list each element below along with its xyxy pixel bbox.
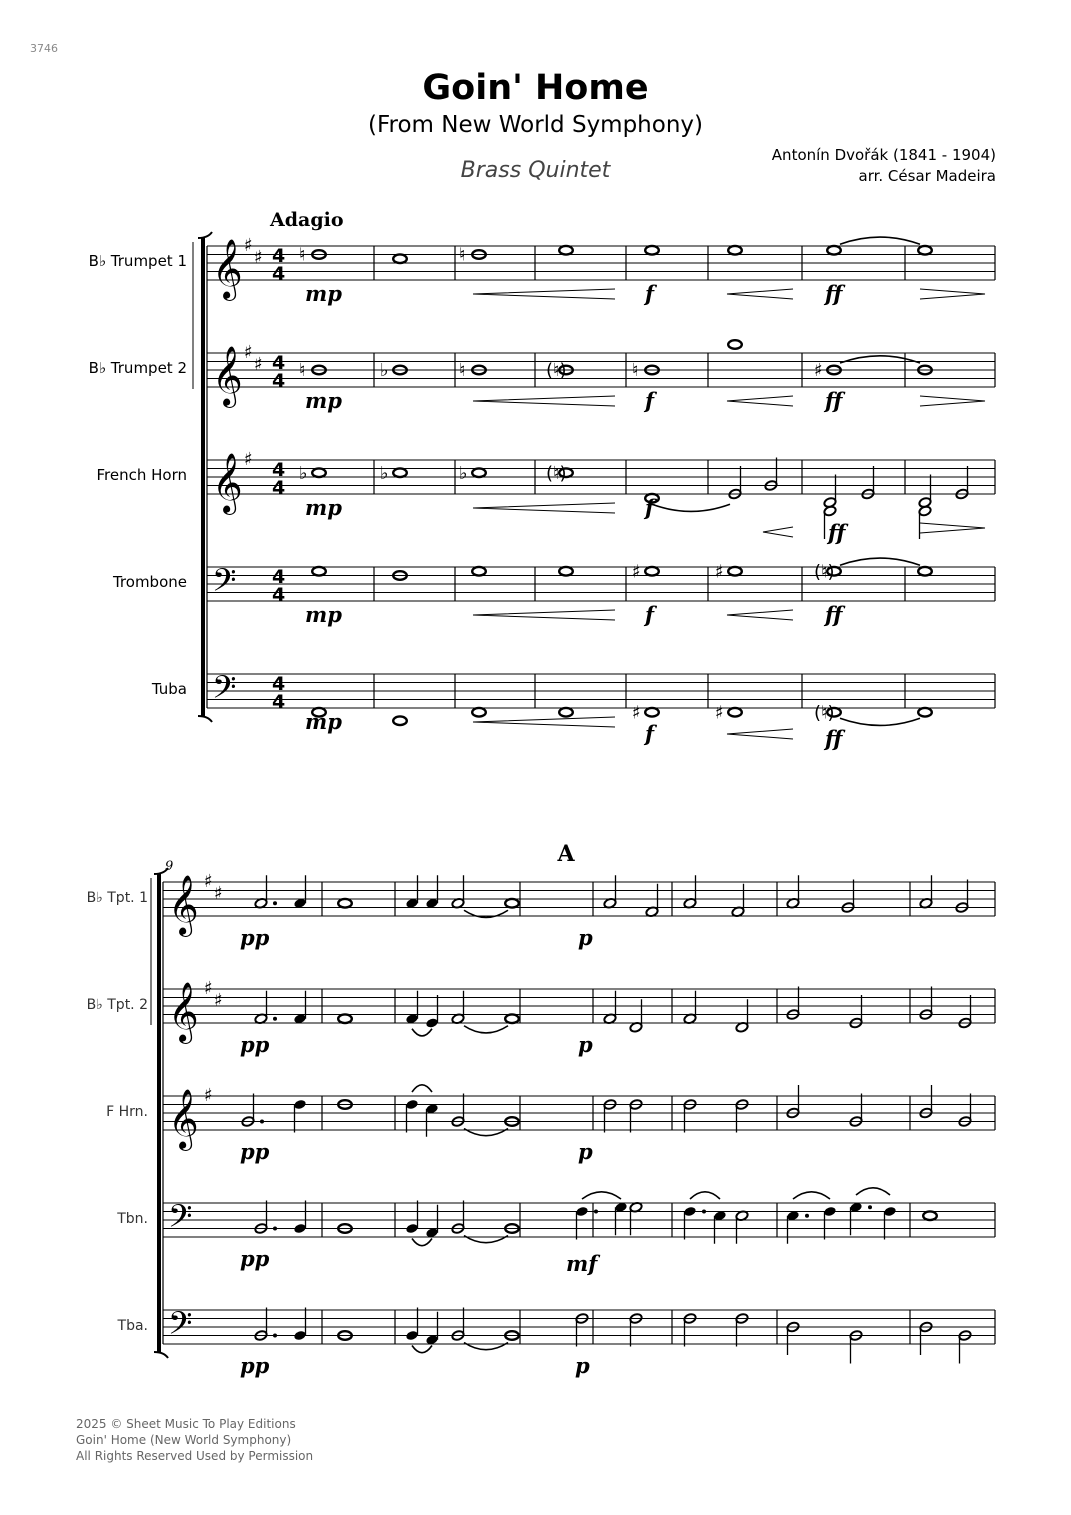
accidental: ♮	[459, 244, 466, 266]
tie	[840, 237, 920, 244]
key-signature-sharp: ♯	[254, 247, 263, 268]
decrescendo-hairpin	[920, 523, 985, 533]
tie	[690, 1192, 720, 1199]
tie	[412, 1239, 432, 1246]
instrument-label: French Horn	[96, 466, 187, 484]
instrument-label: Tuba	[151, 680, 187, 698]
whole-note	[923, 1211, 937, 1220]
composer-credit: Antonín Dvořák (1841 - 1904)	[771, 146, 996, 164]
accidental: (♮)	[546, 360, 567, 381]
bass-clef: 𝄢	[212, 669, 237, 713]
time-signature-bottom: 4	[272, 370, 286, 392]
accidental: ♮	[299, 360, 306, 381]
time-signature-bottom: 4	[272, 477, 286, 499]
accidental: ♭	[380, 360, 389, 381]
tempo-marking: Adagio	[270, 209, 344, 231]
system-1	[89, 209, 995, 751]
dynamic-mark: f	[645, 388, 655, 413]
time-signature-bottom: 4	[272, 691, 286, 713]
dynamic-mark: ff	[828, 520, 846, 545]
footer-copyright: 2025 © Sheet Music To Play Editions	[76, 1417, 296, 1431]
half-note	[823, 505, 837, 516]
crescendo-hairpin	[727, 729, 793, 739]
key-signature-sharp: ♯	[214, 990, 223, 1011]
accidental: ♯	[814, 360, 823, 381]
dynamic-mark: mf	[566, 1251, 598, 1276]
system-2	[87, 841, 995, 1378]
dynamic-mark: p	[578, 1139, 593, 1164]
dynamic-mark: mp	[305, 602, 342, 627]
whole-note	[827, 246, 841, 255]
dynamic-mark: ff	[825, 388, 843, 413]
accidental: ♭	[380, 462, 389, 484]
crescendo-hairpin	[473, 717, 615, 727]
whole-note	[918, 567, 932, 576]
instrument-label: B♭ Tpt. 2	[86, 997, 148, 1013]
tie	[412, 1029, 432, 1036]
crescendo-hairpin	[727, 610, 793, 620]
time-signature-top: 4	[272, 566, 286, 588]
accidental: ♭	[459, 462, 468, 484]
dynamic-mark: ff	[825, 281, 843, 306]
key-signature-sharp: ♯	[204, 978, 213, 999]
tie	[840, 718, 920, 725]
instrument-label: Tba.	[117, 1318, 148, 1334]
whole-note	[728, 708, 742, 717]
time-signature-bottom: 4	[272, 584, 286, 606]
accidental: (♮)	[814, 702, 835, 724]
rehearsal-mark: A	[557, 841, 575, 867]
accidental: ♮	[632, 360, 639, 381]
page-number: 3746	[30, 42, 58, 55]
treble-clef: 𝄞	[212, 453, 243, 513]
crescendo-hairpin	[473, 289, 615, 299]
augmentation-dot	[273, 901, 277, 905]
time-signature-bottom: 4	[272, 263, 286, 285]
quarter-note	[575, 1206, 589, 1217]
quarter-note	[405, 1330, 419, 1341]
treble-clef: 𝄞	[168, 982, 199, 1042]
half-note	[918, 505, 932, 516]
dynamic-mark: ff	[825, 726, 843, 751]
augmentation-dot	[273, 1334, 277, 1338]
dynamic-mark: pp	[240, 1032, 270, 1057]
accidental: ♯	[715, 561, 724, 583]
key-signature-sharp: ♯	[204, 1085, 213, 1106]
crescendo-hairpin	[473, 610, 615, 620]
tie	[856, 1188, 890, 1195]
crescendo-hairpin	[727, 289, 793, 299]
key-signature-sharp: ♯	[244, 449, 253, 470]
instrument-label: Trombone	[112, 573, 187, 591]
dynamic-mark: mp	[305, 388, 342, 413]
instrument-label: Tbn.	[117, 1211, 148, 1227]
dynamic-mark: p	[578, 925, 593, 950]
treble-clef: 𝄞	[168, 875, 199, 935]
key-signature-sharp: ♯	[214, 883, 223, 904]
tie	[652, 504, 730, 511]
dynamic-mark: pp	[240, 1353, 270, 1378]
piece-subtitle: (From New World Symphony)	[368, 112, 703, 138]
dynamic-mark: f	[645, 281, 655, 306]
quarter-note	[405, 1099, 419, 1110]
tie	[412, 1085, 432, 1092]
quarter-note	[883, 1206, 897, 1217]
key-signature-sharp: ♯	[204, 871, 213, 892]
augmentation-dot	[273, 1017, 277, 1021]
time-signature-top: 4	[272, 245, 286, 267]
bracket-hook	[154, 1352, 168, 1358]
measure-number: 9	[165, 859, 174, 874]
footer-rights: All Rights Reserved Used by Permission	[76, 1449, 314, 1463]
whole-note	[312, 567, 326, 576]
time-signature-top: 4	[272, 352, 286, 374]
whole-note	[559, 567, 573, 576]
bracket-hook	[198, 232, 212, 238]
treble-clef: 𝄞	[212, 239, 243, 299]
instrument-label: B♭ Tpt. 1	[86, 890, 148, 906]
accidental: ♯	[632, 561, 641, 583]
accidental: (♮)	[546, 462, 567, 484]
whole-note	[393, 716, 407, 725]
whole-note	[505, 1014, 519, 1023]
whole-note	[918, 708, 932, 717]
whole-note	[728, 246, 742, 255]
tie	[840, 558, 920, 565]
whole-note	[338, 899, 352, 908]
dynamic-mark: ff	[825, 602, 843, 627]
augmentation-dot	[273, 1227, 277, 1231]
dynamic-mark: p	[578, 1032, 593, 1057]
key-signature-sharp: ♯	[254, 354, 263, 375]
footer-piece: Goin' Home (New World Symphony)	[76, 1433, 292, 1447]
dynamic-mark: f	[645, 495, 655, 520]
augmentation-dot	[702, 1210, 706, 1214]
tie	[412, 1346, 432, 1353]
accidental: ♭	[299, 462, 308, 484]
whole-note	[728, 340, 742, 349]
instrument-label: B♭ Trumpet 2	[88, 359, 187, 377]
tie	[464, 1026, 508, 1033]
bracket-hook	[198, 716, 212, 722]
treble-clef: 𝄞	[212, 346, 243, 406]
time-signature-top: 4	[272, 673, 286, 695]
quarter-note	[293, 1223, 307, 1234]
quarter-note	[425, 1017, 439, 1028]
key-signature-sharp: ♯	[244, 235, 253, 256]
augmentation-dot	[868, 1205, 872, 1209]
quarter-note	[405, 1223, 419, 1234]
arranger-credit: arr. César Madeira	[858, 167, 996, 185]
time-signature-top: 4	[272, 459, 286, 481]
instrument-label: B♭ Trumpet 1	[88, 252, 187, 270]
dynamic-mark: p	[575, 1353, 590, 1378]
crescendo-hairpin	[473, 396, 615, 406]
augmentation-dot	[594, 1210, 598, 1214]
augmentation-dot	[805, 1214, 809, 1218]
dynamic-mark: pp	[240, 925, 270, 950]
quarter-note	[823, 1206, 837, 1217]
augmentation-dot	[260, 1120, 264, 1124]
whole-note	[728, 567, 742, 576]
whole-note	[472, 567, 486, 576]
decrescendo-hairpin	[920, 396, 985, 406]
whole-note	[505, 899, 519, 908]
accidental: ♮	[299, 244, 306, 266]
whole-note	[559, 246, 573, 255]
whole-note	[918, 246, 932, 255]
quarter-note	[293, 1099, 307, 1110]
treble-clef: 𝄞	[168, 1089, 199, 1149]
accidental: ♯	[715, 702, 724, 724]
dynamic-mark: f	[645, 721, 655, 746]
crescendo-hairpin	[727, 396, 793, 406]
crescendo-hairpin	[763, 527, 793, 537]
whole-note	[393, 468, 407, 477]
whole-note	[645, 246, 659, 255]
crescendo-hairpin	[473, 503, 615, 513]
bass-clef: 𝄢	[168, 1198, 193, 1242]
instrument-label: F Hrn.	[106, 1104, 148, 1120]
accidental: ♯	[632, 702, 641, 724]
dynamic-mark: mp	[305, 495, 342, 520]
piece-title: Goin' Home	[422, 68, 649, 108]
quarter-note	[293, 1330, 307, 1341]
whole-note	[645, 708, 659, 717]
whole-note	[393, 254, 407, 263]
whole-note	[338, 1014, 352, 1023]
dynamic-mark: f	[645, 602, 655, 627]
decrescendo-hairpin	[920, 289, 985, 299]
whole-note	[559, 708, 573, 717]
tie	[582, 1192, 621, 1199]
accidental: (♮)	[814, 561, 835, 583]
whole-note	[472, 468, 486, 477]
whole-note	[472, 708, 486, 717]
accidental: ♮	[459, 360, 466, 381]
bass-clef: 𝄢	[168, 1305, 193, 1349]
quarter-note	[683, 1206, 697, 1217]
dynamic-mark: mp	[305, 709, 342, 734]
tie	[793, 1192, 830, 1199]
dynamic-mark: mp	[305, 281, 342, 306]
whole-note	[312, 468, 326, 477]
bass-clef: 𝄢	[212, 562, 237, 606]
dynamic-mark: pp	[240, 1246, 270, 1271]
ensemble-label: Brass Quintet	[460, 158, 611, 183]
key-signature-sharp: ♯	[244, 342, 253, 363]
dynamic-mark: pp	[240, 1139, 270, 1164]
whole-note	[645, 567, 659, 576]
